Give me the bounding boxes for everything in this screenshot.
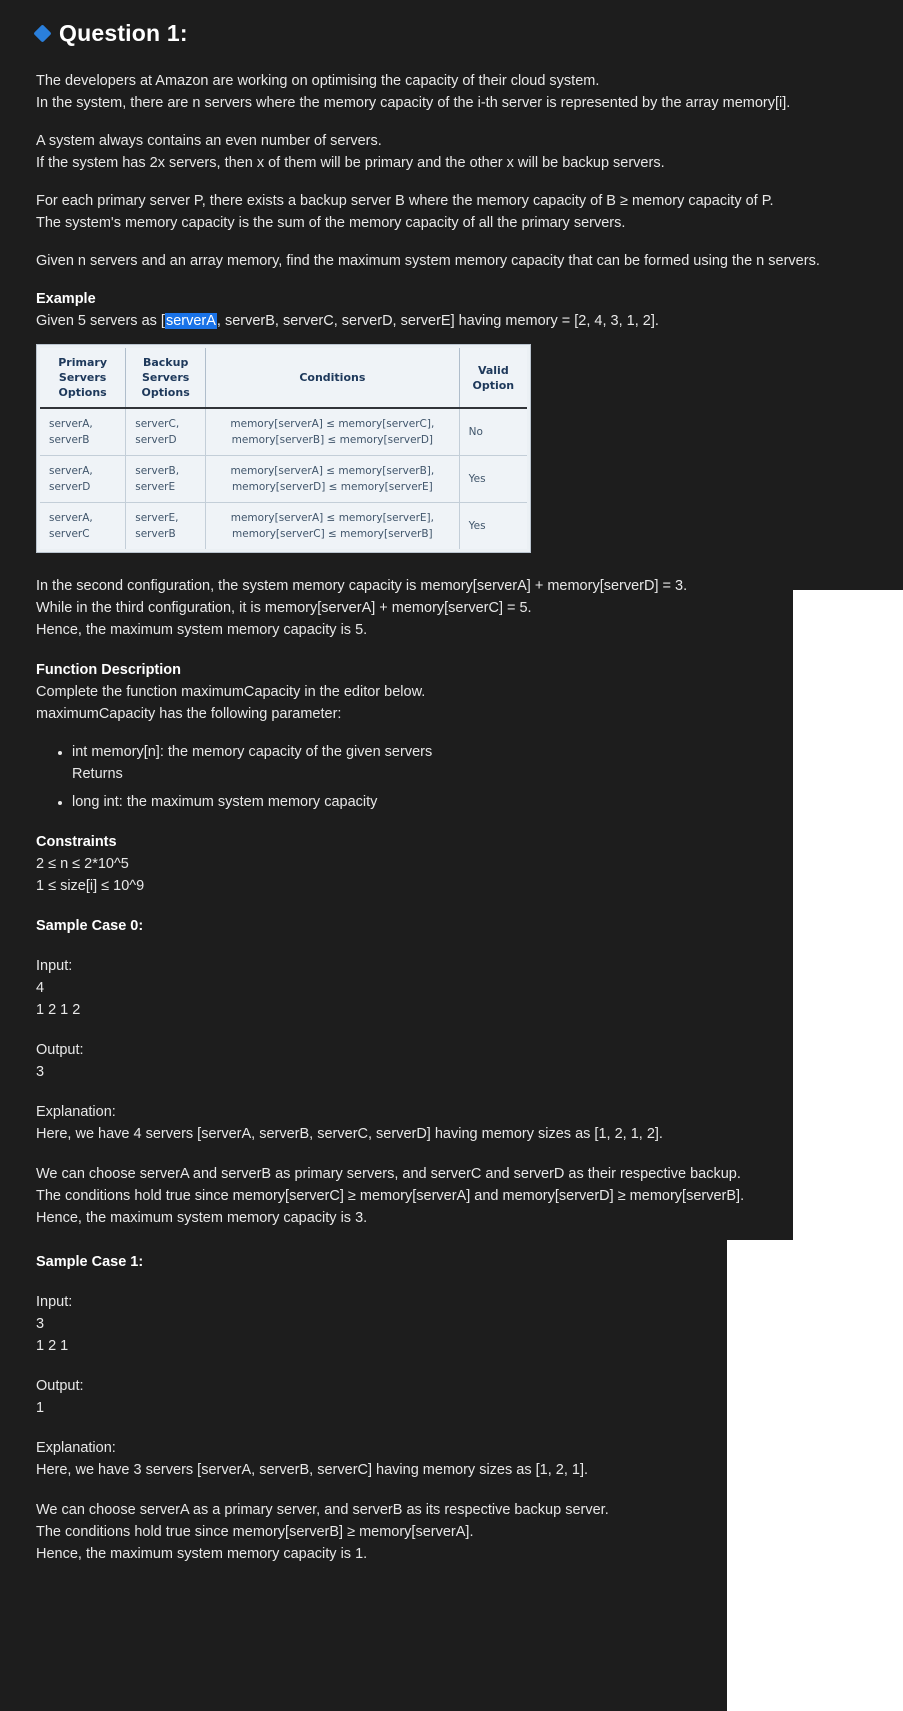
summary-line-2: While in the third configuration, it is memory[serverA] + memory[serverC] = 5. [36, 600, 532, 616]
input-label: Input: [36, 958, 73, 974]
header-valid-option: Valid Option [472, 363, 515, 392]
sample-case-1-heading: Sample Case 1: [36, 1254, 144, 1270]
input-value-line: 4 [36, 980, 45, 996]
cell-primary: serverA, serverD [40, 456, 126, 503]
table-row [40, 408, 527, 456]
intro-line-1: The developers at Amazon are working on optimising the capacity of their cloud system. [36, 73, 600, 89]
table-body [40, 408, 527, 549]
example-servers-line [36, 310, 867, 332]
cell-primary: serverA, serverC [40, 503, 126, 550]
configurations-table [40, 348, 527, 549]
table-header-row [40, 348, 527, 408]
blue-diamond-icon [33, 24, 51, 42]
summary-line-1: In the second configuration, the system memory capacity is memory[serverA] + memory[serverD] = 3. [36, 578, 688, 594]
sample-case-1-section [36, 1251, 867, 1273]
explanation-line-1: Here, we have 4 servers [serverA, serverB, serverC, serverD] having memory sizes as [1, 2, 1, 2]. [36, 1126, 663, 1142]
function-description-section [36, 659, 867, 813]
explanation-line-4: Hence, the maximum system memory capacity is 3. [36, 1210, 368, 1226]
sample-case-0-explanation [36, 1101, 867, 1145]
sample-case-0-section [36, 915, 867, 937]
cell-conditions: memory[serverA] ≤ memory[serverE], memory[serverC] ≤ memory[serverB] [206, 503, 460, 550]
table-row [40, 456, 527, 503]
header-primary-servers-options: Primary Servers Options [40, 348, 126, 408]
function-description-line-2: maximumCapacity has the following parameter: [36, 706, 342, 722]
intro-paragraph [36, 70, 867, 114]
constraint-line-1: 2 ≤ n ≤ 2*10^5 [36, 856, 129, 872]
sample-case-0-explanation-detail [36, 1163, 867, 1229]
explanation-line-1: Here, we have 3 servers [serverA, serverB, serverC] having memory sizes as [1, 2, 1]. [36, 1462, 588, 1478]
explanation-line-4: Hence, the maximum system memory capacity is 1. [36, 1546, 368, 1562]
question-title-text: Question 1: [59, 20, 188, 46]
table-header [40, 348, 527, 408]
explanation-line-2: We can choose serverA as a primary server, and serverB as its respective backup server. [36, 1502, 609, 1518]
explanation-label: Explanation: [36, 1104, 116, 1120]
example-table-image [36, 344, 531, 553]
sample-case-0-input [36, 955, 867, 1021]
cell-primary: serverA, serverB [40, 408, 126, 456]
constraint-line-2: 1 ≤ size[i] ≤ 10^9 [36, 878, 145, 894]
rules-line-1: A system always contains an even number of servers. [36, 133, 382, 149]
sample-case-0-output [36, 1039, 867, 1083]
rules-line-2: If the system has 2x servers, then x of them will be primary and the other x will be backup servers. [36, 155, 665, 171]
function-description-heading: Function Description [36, 662, 181, 678]
table-row [40, 503, 527, 550]
output-value-line: 3 [36, 1064, 45, 1080]
cell-valid: Yes [468, 520, 486, 532]
sample-case-1-explanation [36, 1437, 867, 1481]
header-conditions: Conditions [206, 348, 460, 408]
explanation-line-2: We can choose serverA and serverB as primary servers, and serverC and serverD as their respective backup. [36, 1166, 741, 1182]
sample-case-1-input [36, 1291, 867, 1357]
parameter-list [58, 741, 867, 813]
sample-case-0-heading: Sample Case 0: [36, 918, 144, 934]
example-prefix: Given 5 servers as [ [36, 313, 165, 329]
input-value-line: 3 [36, 1316, 45, 1332]
output-value-line: 1 [36, 1400, 45, 1416]
constraints-heading: Constraints [36, 834, 117, 850]
example-heading: Example [36, 291, 96, 307]
sample-case-1-explanation-detail [36, 1499, 867, 1565]
task-paragraph [36, 250, 867, 272]
example-section [36, 288, 867, 332]
rules-paragraph [36, 130, 867, 174]
cell-backup: serverC, serverD [126, 408, 206, 456]
input-label: Input: [36, 1294, 73, 1310]
explanation-label: Explanation: [36, 1440, 116, 1456]
example-suffix: , serverB, serverC, serverD, serverE] having memory = [2, 4, 3, 1, 2]. [216, 313, 659, 329]
cell-backup: serverE, serverB [126, 503, 206, 550]
param-text: int memory[n]: the memory capacity of the given servers [72, 744, 433, 760]
sample-case-1-output [36, 1375, 867, 1419]
function-description-line-1: Complete the function maximumCapacity in the editor below. [36, 684, 426, 700]
conditions-line-2: The system's memory capacity is the sum of the memory capacity of all the primary servers. [36, 215, 626, 231]
cell-backup: serverB, serverE [126, 456, 206, 503]
header-backup-servers-options: Backup Servers Options [126, 348, 206, 408]
selected-text-serverA[interactable]: serverA [165, 313, 216, 329]
intro-line-2: In the system, there are n servers where the memory capacity of the i-th server is represented by the array memory[i]. [36, 95, 791, 111]
input-value-line: 1 2 1 [36, 1338, 69, 1354]
cell-valid: Yes [459, 456, 527, 503]
input-value-line: 1 2 1 2 [36, 1002, 81, 1018]
explanation-line-3: The conditions hold true since memory[serverC] ≥ memory[serverA] and memory[serverD] ≥ memory[serverB]. [36, 1188, 745, 1204]
cell-conditions: memory[serverA] ≤ memory[serverC], memory[serverB] ≤ memory[serverD] [206, 408, 460, 456]
summary-line-3: Hence, the maximum system memory capacity is 5. [36, 622, 368, 638]
constraints-section [36, 831, 867, 897]
param-text: long int: the maximum system memory capacity [72, 794, 378, 810]
cell-valid: No [459, 408, 527, 456]
conditions-line-1: For each primary server P, there exists a backup server B where the memory capacity of B ≥ memory capacity of P. [36, 193, 774, 209]
conditions-paragraph [36, 190, 867, 234]
example-summary [36, 575, 867, 641]
cell-conditions: memory[serverA] ≤ memory[serverB], memory[serverD] ≤ memory[serverE] [206, 456, 460, 503]
list-item [72, 741, 867, 785]
output-label: Output: [36, 1042, 84, 1058]
list-item [72, 791, 867, 813]
returns-label: Returns [72, 766, 123, 782]
output-label: Output: [36, 1378, 84, 1394]
task-line-1: Given n servers and an array memory, find the maximum system memory capacity that can be formed using the n servers. [36, 253, 820, 269]
explanation-line-3: The conditions hold true since memory[serverB] ≥ memory[serverA]. [36, 1524, 474, 1540]
page-title [36, 0, 867, 54]
